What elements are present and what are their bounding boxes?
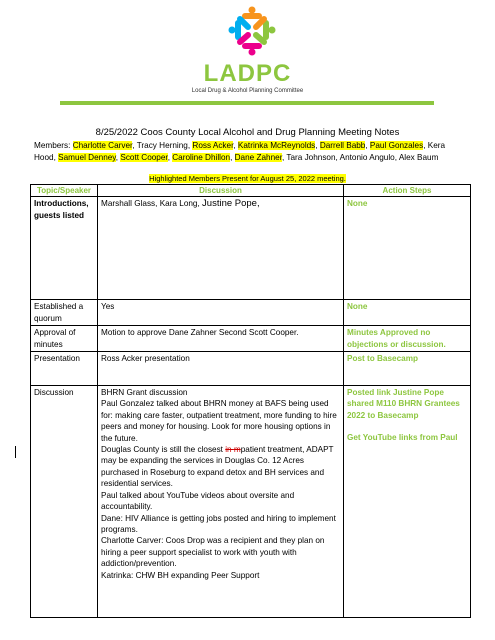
document-title: 8/25/2022 Coos County Local Alcohol and Drug Planning Meeting Notes bbox=[95, 127, 400, 138]
table-row bbox=[31, 352, 471, 386]
member-name: Tara Johnson bbox=[286, 152, 336, 162]
member-name: Darrell Babb bbox=[319, 141, 366, 150]
row-discussion: Motion to approve Dane Zahner Second Scott Cooper. bbox=[98, 326, 344, 352]
member-name: Katrinka McReynolds bbox=[237, 141, 316, 150]
row-action: None bbox=[344, 197, 471, 300]
brand-name: LADPC bbox=[203, 60, 292, 87]
row-discussion: Ross Acker presentation bbox=[98, 352, 344, 386]
member-name: Antonio Angulo bbox=[339, 152, 395, 162]
row-action: Posted link Justine Pope shared M110 BHRN Grantees 2022 to Basecamp Get YouTube links from Paul bbox=[344, 386, 471, 618]
row-topic: Established a quorum bbox=[31, 300, 98, 326]
row-discussion: BHRN Grant discussion Paul Gonzalez talked about BHRN money at BAFS being used for: making care faster, outpatient treatment, more funding to hire peers and money for housing. Look for more housing options in the future. Douglas County is still the closest in mpatient treatment, ADAPT may be expanding the services in Douglas Co. 12 Acres purchased in Roseburg to expand detox and BH services and residential services. Paul talked about YouTube videos about oversite and accountability. Dane: HIV Alliance is getting jobs posted and hiring to implement programs. Charlotte Carver: Coos Drop was a recipient and they plan on hiring a peer support specialist to work with youth with addiction/prevention. Katrinka: CHW BH expanding Peer Support bbox=[98, 386, 344, 618]
header-divider bbox=[60, 101, 434, 105]
header-action: Action Steps bbox=[344, 185, 471, 197]
table-row bbox=[31, 197, 471, 300]
row-action: None bbox=[344, 300, 471, 326]
member-name: Ross Acker bbox=[192, 141, 234, 150]
table-row bbox=[31, 300, 471, 326]
notes-table bbox=[30, 184, 471, 618]
header-topic: Topic/Speaker bbox=[31, 185, 98, 197]
highlight-note: Highlighted Members Present for August 25, 2022 meeting. bbox=[149, 174, 346, 183]
table-row bbox=[31, 326, 471, 352]
ladpc-logo-icon bbox=[228, 6, 276, 56]
row-action: Post to Basecamp bbox=[344, 352, 471, 386]
row-discussion: Yes bbox=[98, 300, 344, 326]
table-header-row bbox=[31, 185, 471, 197]
text-cursor bbox=[15, 446, 16, 458]
row-discussion: Marshall Glass, Kara Long, Justine Pope, bbox=[98, 197, 344, 300]
member-name: Samuel Denney bbox=[58, 152, 116, 162]
row-topic: Presentation bbox=[31, 352, 98, 386]
member-name: Scott Cooper bbox=[120, 152, 168, 162]
row-topic: Introductions, guests listed bbox=[31, 197, 98, 300]
members-list: Members: Charlotte Carver, Tracy Herning, Ross Acker, Katrinka McReynolds, Darrell Babb, Paul Gonzales, Kera Hood, Samuel Denney, Scott Cooper, Caroline Dhillon, Dane Zahner, Tara Johnson, Antonio Angulo, Alex Baum bbox=[34, 141, 446, 162]
member-name: Caroline Dhillon bbox=[172, 152, 231, 162]
member-name: Dane Zahner bbox=[234, 152, 282, 162]
table-row bbox=[31, 386, 471, 618]
row-action: Minutes Approved no objections or discussion. bbox=[344, 326, 471, 352]
member-name: Alex Baum bbox=[398, 152, 439, 162]
brand-subtitle: Local Drug & Alcohol Planning Committee bbox=[191, 88, 304, 94]
member-name: Paul Gonzales bbox=[369, 141, 424, 150]
row-topic: Discussion bbox=[31, 386, 98, 618]
members-label: Members: bbox=[34, 141, 71, 150]
row-topic: Approval of minutes bbox=[31, 326, 98, 352]
header-discussion: Discussion bbox=[98, 185, 344, 197]
member-name: Kera Hood bbox=[34, 141, 446, 162]
member-name: Tracy Herning bbox=[136, 141, 188, 150]
member-name: Charlotte Carver bbox=[72, 141, 133, 150]
